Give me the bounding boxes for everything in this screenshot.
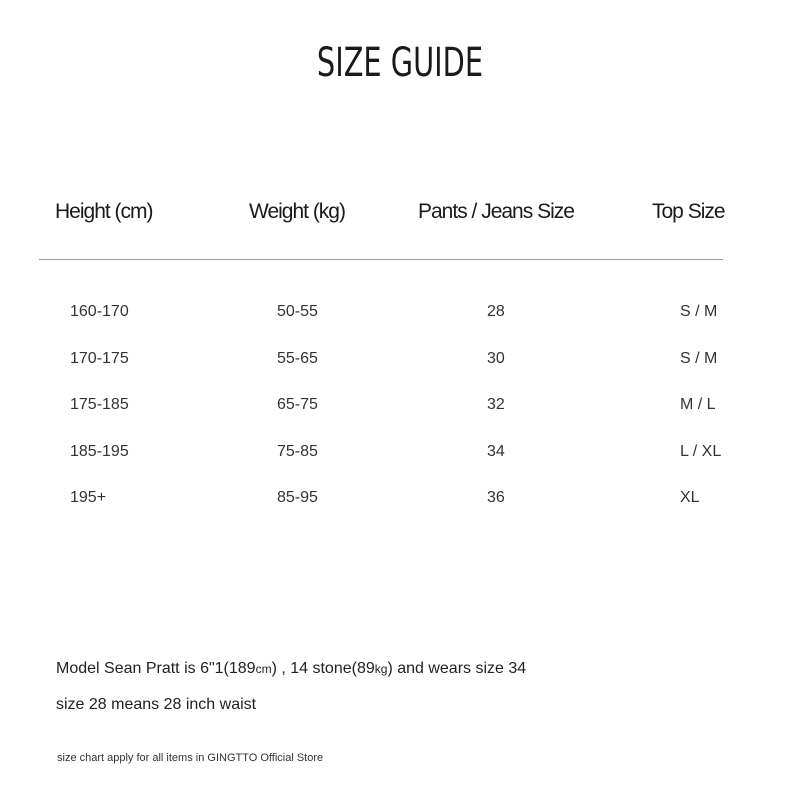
cell-pants-size: 28 — [487, 303, 505, 320]
cell-top-size: L / XL — [680, 442, 722, 460]
model-note — [56, 660, 526, 678]
cell-height: 170-175 — [70, 349, 129, 367]
unit-kg: kg — [374, 662, 388, 676]
cell-pants-size: 34 — [487, 442, 505, 460]
cell-pants-size: 30 — [487, 349, 505, 367]
size-table-body — [0, 303, 800, 536]
header-weight: Weight (kg) — [249, 200, 345, 223]
cell-top-size: M / L — [680, 396, 716, 413]
cell-height: 195+ — [70, 489, 107, 506]
header-height: Height (cm) — [55, 200, 153, 223]
cell-weight: 85-95 — [277, 489, 318, 506]
cell-height: 185-195 — [70, 442, 129, 460]
model-note-part: Model Sean Pratt is 6"1(189 — [56, 660, 256, 677]
table-row — [0, 303, 800, 350]
cell-weight: 75-85 — [277, 442, 318, 460]
cell-pants-size: 32 — [487, 396, 505, 413]
header-pants-size: Pants / Jeans Size — [418, 200, 574, 223]
cell-weight: 50-55 — [277, 303, 318, 320]
cell-weight: 65-75 — [277, 396, 318, 413]
cell-top-size: S / M — [680, 349, 718, 367]
cell-top-size: XL — [680, 489, 700, 506]
table-header — [0, 200, 800, 230]
page-title: SIZE GUIDE — [316, 40, 484, 86]
table-row — [0, 443, 800, 490]
store-footnote: size chart apply for all items in GINGTTO Official Store — [57, 752, 324, 764]
model-note-part: ) , 14 stone(89 — [271, 660, 375, 677]
cell-weight: 55-65 — [277, 349, 318, 367]
table-row — [0, 489, 800, 536]
cell-height: 160-170 — [70, 303, 129, 320]
unit-cm: cm — [255, 662, 272, 676]
header-top-size: Top Size — [652, 200, 725, 223]
table-row — [0, 396, 800, 443]
cell-pants-size: 36 — [487, 489, 505, 506]
table-row — [0, 350, 800, 397]
cell-top-size: S / M — [680, 303, 718, 320]
header-divider — [39, 259, 723, 260]
waist-note: size 28 means 28 inch waist — [56, 696, 257, 713]
model-note-part: ) and wears size 34 — [387, 660, 527, 677]
cell-height: 175-185 — [70, 396, 129, 413]
